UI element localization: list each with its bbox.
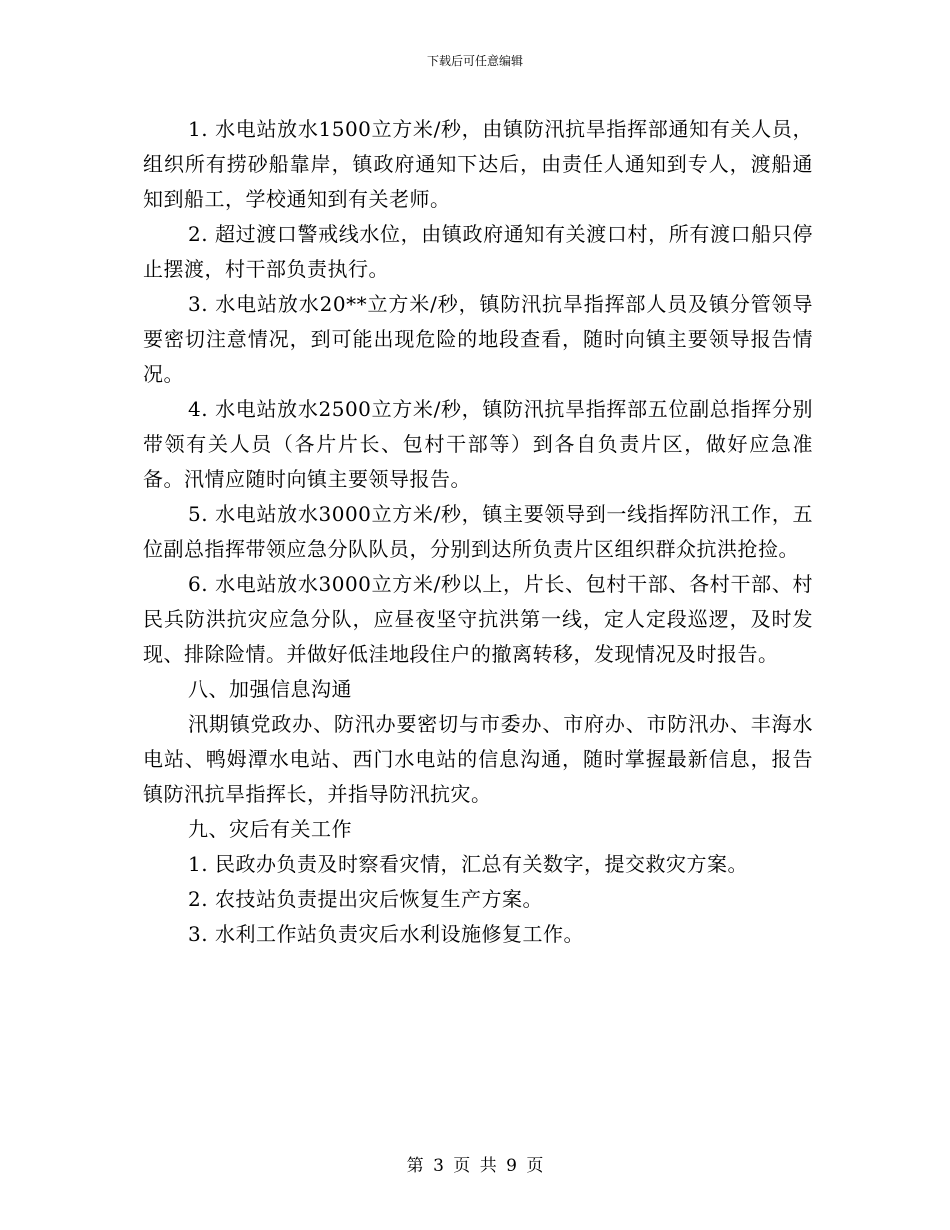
paragraph-4: 4. 水电站放水2500立方米/秒，镇防汛抗旱指挥部五位副总指挥分别带领有关人员（各片片长、包村干部等）到各自负责片区，做好应急准备。汛情应随时向镇主要领导报告。 xyxy=(143,397,813,491)
section-heading-8: 八、加强信息沟通 xyxy=(188,677,352,701)
post-disaster-item-2: 2. 农技站负责提出灾后恢复生产方案。 xyxy=(188,887,543,911)
paragraph-2: 2. 超过渡口警戒线水位，由镇政府通知有关渡口村，所有渡口船只停止摆渡，村干部负责执行。 xyxy=(143,222,813,281)
paragraph-info-communication: 汛期镇党政办、防汛办要密切与市委办、市府办、市防汛办、丰海水电站、鸭姆潭水电站、西门水电站的信息沟通，随时掌握最新信息，报告镇防汛抗旱指挥长，并指导防汛抗灾。 xyxy=(143,712,813,806)
paragraph-6: 6. 水电站放水3000立方米/秒以上，片长、包村干部、各村干部、村民兵防洪抗灾应急分队，应昼夜坚守抗洪第一线，定人定段巡逻，及时发现、排除险情。并做好低洼地段住户的撤离转移，发现情况及时报告。 xyxy=(143,572,813,666)
page-number: 第 3 页 共 9 页 xyxy=(406,1156,544,1176)
page-header: 下载后可任意编辑 xyxy=(426,54,523,68)
document-body xyxy=(143,112,813,952)
paragraph-3: 3. 水电站放水20**立方米/秒，镇防汛抗旱指挥部人员及镇分管领导要密切注意情况，到可能出现危险的地段查看，随时向镇主要领导报告情况。 xyxy=(143,292,813,386)
post-disaster-item-1: 1. 民政办负责及时察看灾情，汇总有关数字，提交救灾方案。 xyxy=(188,852,748,876)
paragraph-5: 5. 水电站放水3000立方米/秒，镇主要领导到一线指挥防汛工作，五位副总指挥带领应急分队队员，分别到达所负责片区组织群众抗洪抢捡。 xyxy=(143,502,813,561)
paragraph-1: 1. 水电站放水1500立方米/秒，由镇防汛抗旱指挥部通知有关人员，组织所有捞砂船靠岸，镇政府通知下达后，由责任人通知到专人，渡船通知到船工，学校通知到有关老师。 xyxy=(143,117,813,211)
post-disaster-item-3: 3. 水利工作站负责灾后水利设施修复工作。 xyxy=(188,922,584,946)
section-heading-9: 九、灾后有关工作 xyxy=(188,817,352,841)
